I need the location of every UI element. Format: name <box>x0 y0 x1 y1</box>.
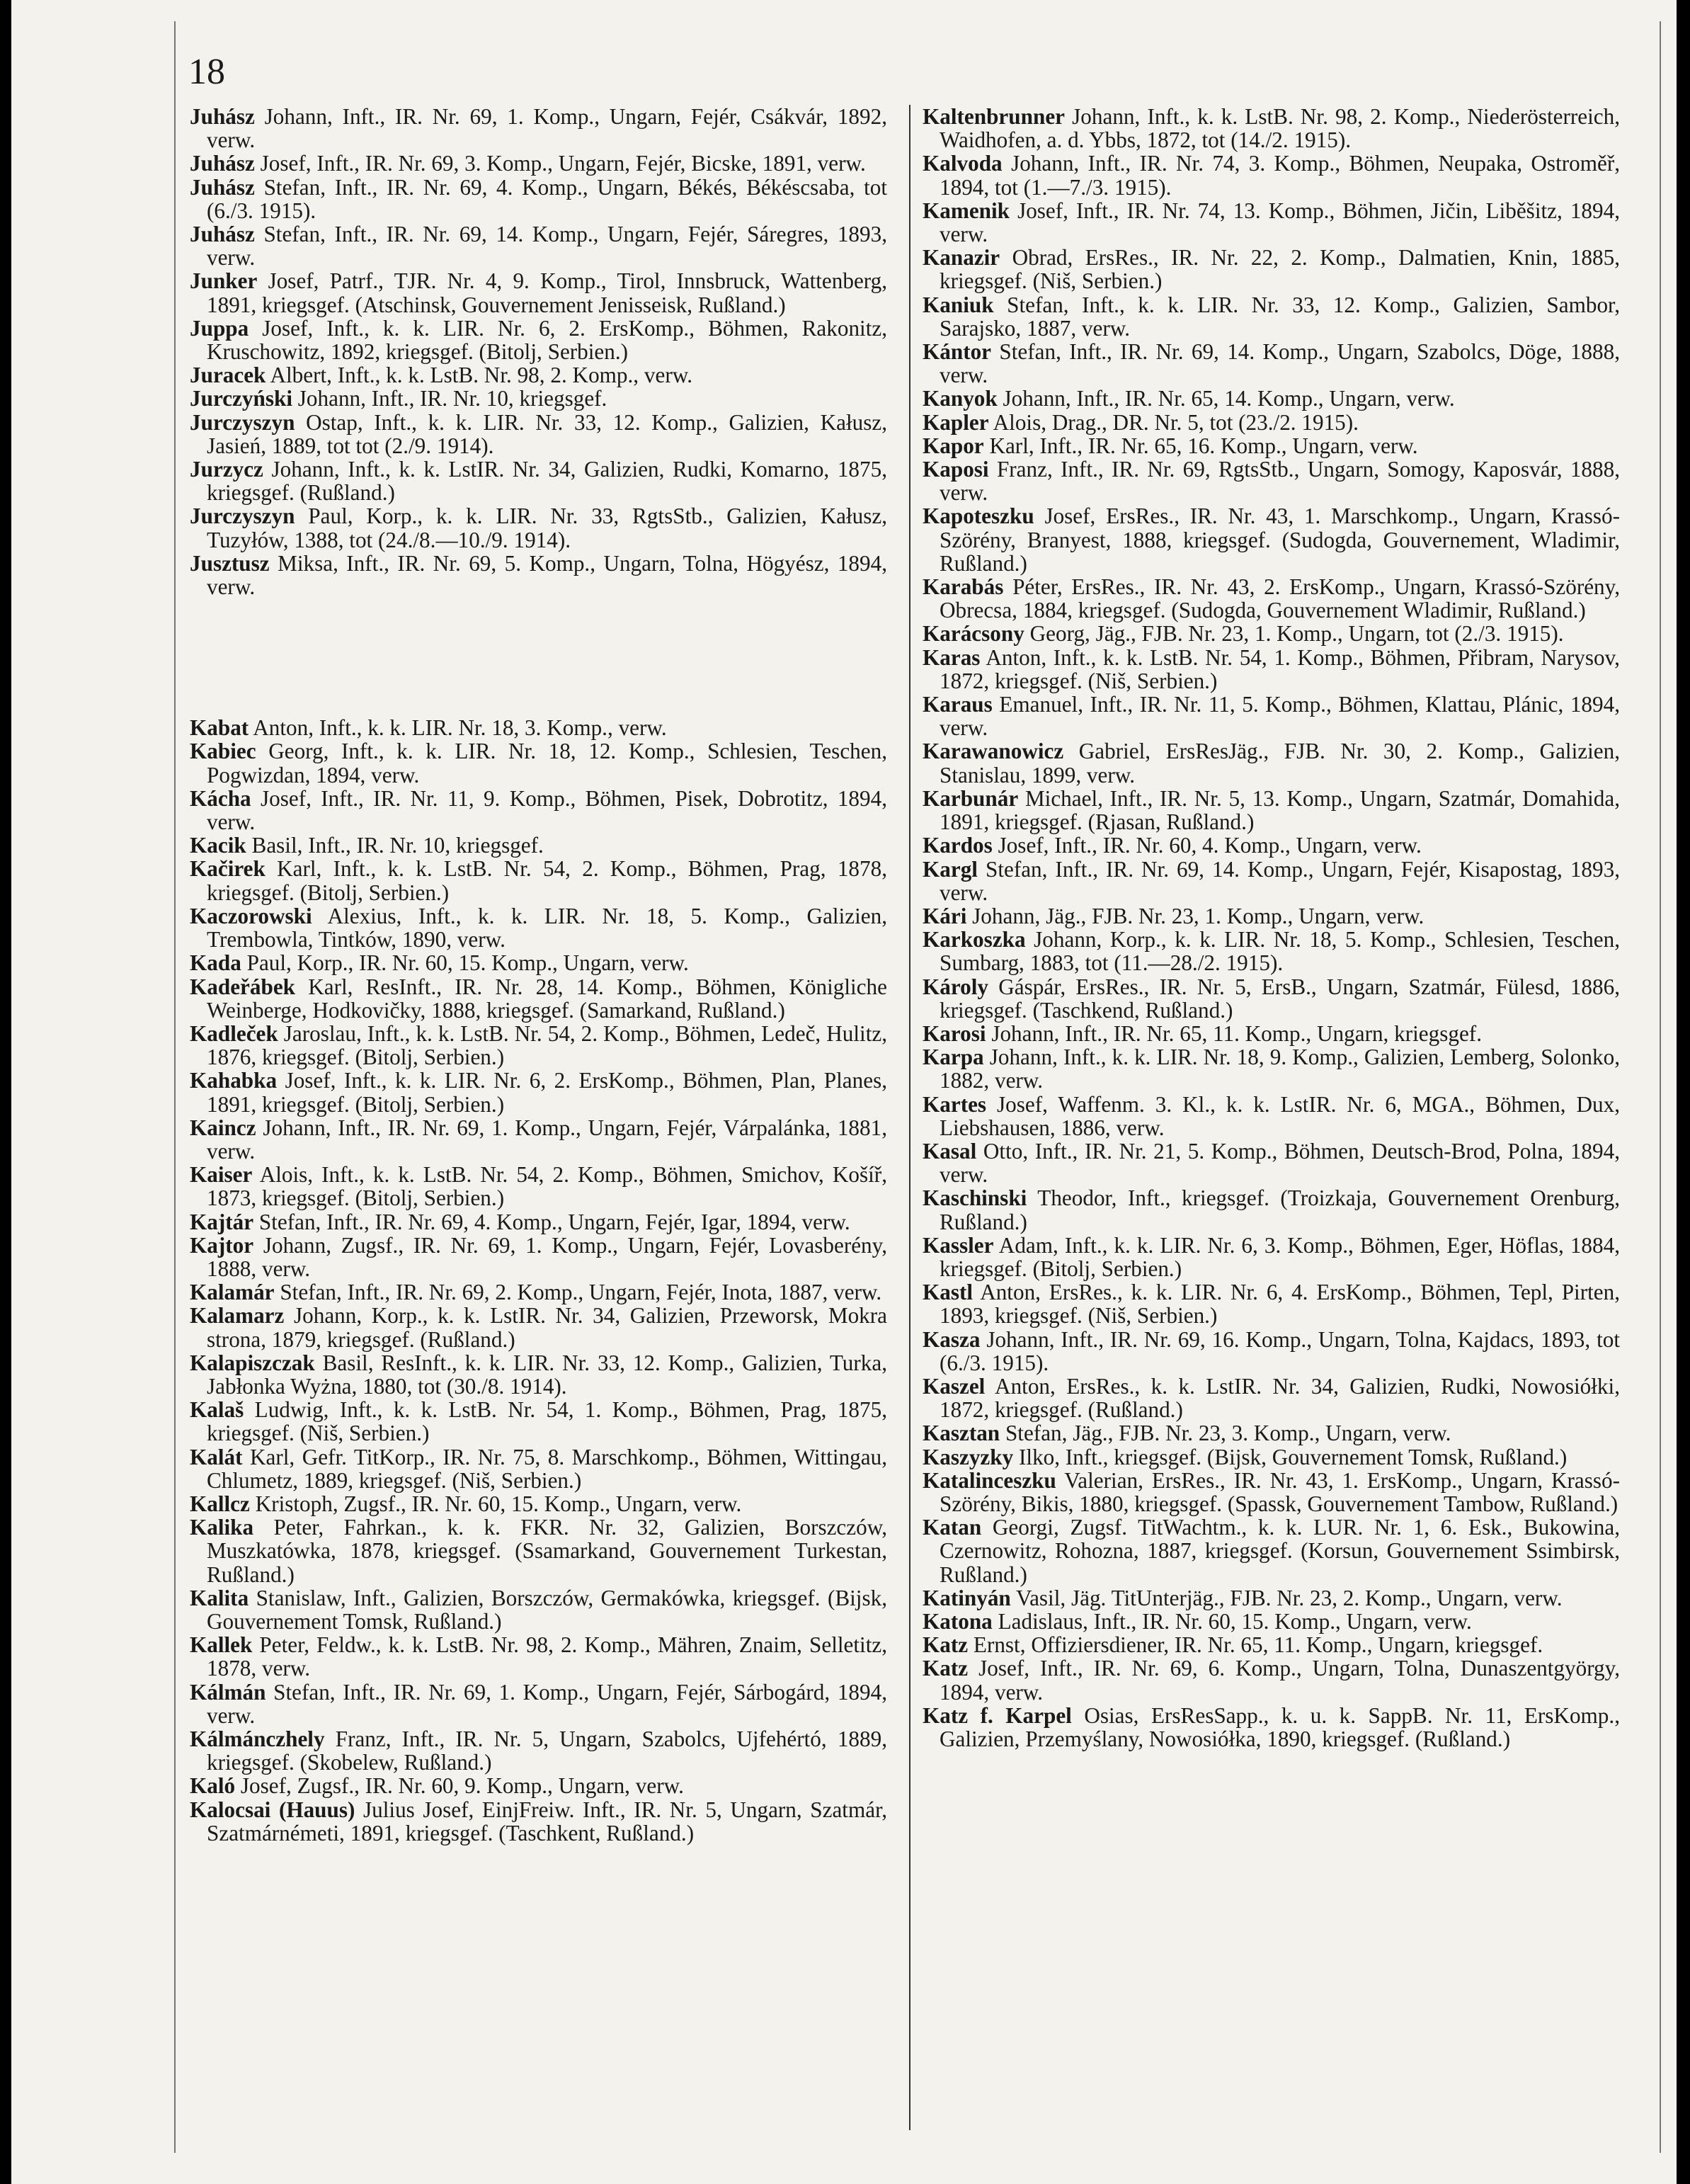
list-entry <box>923 787 1620 834</box>
list-entry <box>923 199 1620 246</box>
list-entry <box>190 222 887 269</box>
list-entry <box>190 269 887 316</box>
entry-details: Emanuel, Inft., IR. Nr. 11, 5. Komp., Böhmen, Klattau, Plánic, 1894, verw. <box>940 692 1621 741</box>
entry-details: Johann, Inft., IR. Nr. 69, 1. Komp., Ungarn, Fejér, Csákvár, 1892, verw. <box>207 104 887 153</box>
entry-details: Michael, Inft., IR. Nr. 5, 13. Komp., Ungarn, Szatmár, Domahida, 1891, kriegsgef. (Rjasan, Rußland.) <box>940 785 1621 835</box>
list-entry <box>923 387 1620 410</box>
entry-surname: Kassler <box>923 1232 994 1258</box>
entry-details: Johann, Inft., IR. Nr. 74, 3. Komp., Böhmen, Neupaka, Ostroměř, 1894, tot (1.—7./3. 1915). <box>940 151 1620 200</box>
entry-surname: Juracek <box>190 363 266 388</box>
list-entry <box>190 105 887 152</box>
entry-details: Josef, Inft., k. k. LIR. Nr. 6, 2. ErsKomp., Böhmen, Rakonitz, Kruschowitz, 1892, kriegsgef. (Bitolj, Serbien.) <box>207 315 888 365</box>
entry-surname: Kardos <box>923 833 993 858</box>
entry-surname: Kalika <box>190 1515 254 1540</box>
entry-details: Franz, Inft., IR. Nr. 69, RgtsStb., Ungarn, Somogy, Kaposvár, 1888, verw. <box>940 457 1621 506</box>
entry-details: Johann, Inft., k. k. LIR. Nr. 18, 9. Komp., Galizien, Lemberg, Solonko, 1882, verw. <box>940 1045 1621 1093</box>
entry-surname: Kalita <box>190 1585 249 1610</box>
entry-details: Josef, Inft., IR. Nr. 11, 9. Komp., Böhmen, Pisek, Dobrotitz, 1894, verw. <box>207 785 887 835</box>
list-entry <box>923 975 1620 1022</box>
list-entry <box>923 1280 1620 1327</box>
entry-surname: Kalocsai (Hauus) <box>190 1797 355 1822</box>
entry-surname: Kajtár <box>190 1209 254 1234</box>
list-entry <box>190 1727 887 1774</box>
list-entry <box>190 552 887 598</box>
list-entry <box>923 105 1620 152</box>
entry-surname: Karosi <box>923 1020 986 1046</box>
entry-surname: Kabiec <box>190 739 256 764</box>
entry-details: Karl, Inft., IR. Nr. 65, 16. Komp., Ungarn, verw. <box>989 433 1418 458</box>
entry-surname: Kapler <box>923 409 989 435</box>
entry-surname: Kaló <box>190 1773 236 1799</box>
entry-surname: Kalvoda <box>923 151 1003 176</box>
left-column <box>190 105 887 1845</box>
entry-surname: Kasal <box>923 1138 977 1164</box>
entry-surname: Kalaš <box>190 1397 244 1423</box>
list-entry <box>923 1375 1620 1421</box>
list-entry <box>923 1186 1620 1233</box>
entry-details: Georgi, Zugsf. TitWachtm., k. k. LUR. Nr. 1, 6. Esk., Bukowina, Czernowitz, Rohozna, 1887, kriegsgef. (Korsun, Gouvernement Ssimbirsk, Rußland.) <box>940 1515 1620 1587</box>
entry-details: Ernst, Offiziersdiener, IR. Nr. 65, 11. Komp., Ungarn, kriegsgef. <box>973 1632 1543 1658</box>
list-entry <box>190 1398 887 1445</box>
entry-surname: Kalamár <box>190 1280 275 1305</box>
list-entry <box>190 1351 887 1398</box>
entry-surname: Kamenik <box>923 198 1010 223</box>
entry-surname: Karaus <box>923 692 993 717</box>
list-entry <box>190 152 887 175</box>
entry-details: Vasil, Jäg. TitUnterjäg., FJB. Nr. 23, 2. Komp., Ungarn, verw. <box>1016 1585 1563 1610</box>
list-entry <box>190 176 887 222</box>
entry-details: Johann, Inft., IR. Nr. 10, kriegsgef. <box>297 386 607 411</box>
entry-details: Ostap, Inft., k. k. LIR. Nr. 33, 12. Komp., Galizien, Kałusz, Jasień, 1889, tot tot (2./9. 1914). <box>207 409 887 458</box>
entry-details: Anton, ErsRes., k. k. LstIR. Nr. 34, Galizien, Rudki, Nowosiółki, 1872, kriegsgef. (Rußland.) <box>940 1373 1620 1423</box>
entry-details: Karl, Inft., k. k. LstB. Nr. 54, 2. Komp., Böhmen, Prag, 1878, kriegsgef. (Bitolj, Serbien.) <box>207 856 887 905</box>
entry-details: Josef, Zugsf., IR. Nr. 60, 9. Komp., Ungarn, verw. <box>240 1773 684 1799</box>
list-entry <box>190 1774 887 1797</box>
entry-surname: Kári <box>923 903 967 928</box>
page-number: 18 <box>188 52 225 92</box>
entry-surname: Kalapiszczak <box>190 1350 315 1375</box>
entry-details: Johann, Korp., k. k. LstIR. Nr. 34, Galizien, Przeworsk, Mokra strona, 1879, kriegsgef. (Rußland.) <box>207 1303 887 1352</box>
list-entry <box>190 739 887 786</box>
entry-details: Ilko, Inft., kriegsgef. (Bijsk, Gouvernement Tomsk, Rußland.) <box>1019 1444 1568 1469</box>
list-entry <box>190 951 887 974</box>
list-entry <box>190 1280 887 1304</box>
list-entry <box>923 1093 1620 1139</box>
entry-surname: Kapoteszku <box>923 504 1034 529</box>
entry-details: Stefan, Inft., IR. Nr. 69, 1. Komp., Ungarn, Fejér, Sárbogárd, 1894, verw. <box>207 1679 888 1728</box>
list-entry <box>190 1022 887 1069</box>
entry-details: Basil, Inft., IR. Nr. 10, kriegsgef. <box>251 833 544 858</box>
entry-details: Paul, Korp., IR. Nr. 60, 15. Komp., Ungarn, verw. <box>246 950 689 976</box>
list-entry <box>190 857 887 904</box>
entry-surname: Kántor <box>923 339 992 365</box>
entry-surname: Katz f. Karpel <box>923 1702 1072 1728</box>
entry-details: Julius Josef, EinjFreiw. Inft., IR. Nr. 5, Ungarn, Szatmár, Szatmárnémeti, 1891, kriegsgef. (Taschkent, Rußland.) <box>207 1797 888 1845</box>
entry-details: Josef, Inft., IR. Nr. 69, 3. Komp., Ungarn, Fejér, Bicske, 1891, verw. <box>260 151 866 176</box>
list-entry <box>923 1610 1620 1633</box>
list-entry <box>923 575 1620 622</box>
section-gap <box>190 598 887 716</box>
list-entry <box>190 716 887 739</box>
entry-surname: Juhász <box>190 104 255 129</box>
entry-surname: Jurczyszyn <box>190 409 295 435</box>
entry-surname: Kartes <box>923 1091 987 1117</box>
list-entry <box>190 1163 887 1210</box>
scanned-page <box>11 0 1677 2184</box>
list-entry <box>923 1633 1620 1656</box>
list-entry <box>923 646 1620 693</box>
entry-details: Josef, Inft., IR. Nr. 60, 4. Komp., Ungarn, verw. <box>998 833 1422 858</box>
entry-details: Stefan, Inft., IR. Nr. 69, 14. Komp., Ungarn, Fejér, Sáregres, 1893, verw. <box>207 222 887 271</box>
list-entry <box>923 904 1620 928</box>
entry-surname: Karawanowicz <box>923 739 1064 764</box>
list-entry <box>190 504 887 551</box>
entry-surname: Kálmán <box>190 1679 266 1705</box>
entry-surname: Kálmánczhely <box>190 1727 325 1751</box>
entry-surname: Kaincz <box>190 1115 256 1140</box>
list-entry <box>923 434 1620 457</box>
list-entry <box>190 411 887 457</box>
entry-surname: Juppa <box>190 315 249 341</box>
list-entry <box>190 1304 887 1350</box>
entry-surname: Jusztusz <box>190 550 270 576</box>
list-entry <box>923 622 1620 645</box>
entry-details: Alois, Inft., k. k. LstB. Nr. 54, 2. Komp., Böhmen, Smichov, Košíř, 1873, kriegsgef. (Bitolj, Serbien.) <box>207 1162 887 1211</box>
entry-surname: Kapor <box>923 433 984 458</box>
entry-surname: Karácsony <box>923 621 1024 647</box>
entry-details: Stefan, Inft., IR. Nr. 69, 2. Komp., Ungarn, Fejér, Inota, 1887, verw. <box>280 1280 882 1305</box>
entry-surname: Kačirek <box>190 856 266 882</box>
entry-details: Franz, Inft., IR. Nr. 5, Ungarn, Szabolcs, Ujfehértó, 1889, kriegsgef. (Skobelew, Rußland.) <box>207 1727 888 1775</box>
entry-details: Josef, Inft., IR. Nr. 74, 13. Komp., Böhmen, Jičin, Liběšitz, 1894, verw. <box>940 198 1620 247</box>
entry-details: Josef, Inft., IR. Nr. 69, 6. Komp., Ungarn, Tolna, Dunaszentgyörgy, 1894, verw. <box>940 1656 1620 1705</box>
entry-surname: Katona <box>923 1609 993 1634</box>
entry-details: Theodor, Inft., kriegsgef. (Troizkaja, Gouvernement Orenburg, Rußland.) <box>940 1185 1620 1234</box>
entry-details: Peter, Fahrkan., k. k. FKR. Nr. 32, Galizien, Borszczów, Muszkatówka, 1878, kriegsgef. (Ssamarkand, Gouvernement Turkestan, Rußland.) <box>207 1515 888 1587</box>
entry-details: Basil, ResInft., k. k. LIR. Nr. 33, 12. Komp., Galizien, Turka, Jabłonka Wyżna, 1880, tot (30./8. 1914). <box>207 1350 887 1399</box>
entry-details: Péter, ErsRes., IR. Nr. 43, 2. ErsKomp., Ungarn, Krassó-Szörény, Obrecsa, 1884, kriegsgef. (Sudogda, Gouvernement Wladimir, Rußland.) <box>940 574 1621 623</box>
entry-surname: Kasza <box>923 1326 981 1352</box>
entry-details: Johann, Korp., k. k. LIR. Nr. 18, 5. Komp., Schlesien, Teschen, Sumbarg, 1883, tot (11.—28./2. 1915). <box>940 927 1621 976</box>
list-entry <box>923 1139 1620 1186</box>
list-entry <box>190 975 887 1022</box>
list-entry <box>190 1116 887 1163</box>
entry-surname: Kabat <box>190 715 249 741</box>
entry-details: Osias, ErsResSapp., k. u. k. SappB. Nr. 11, ErsKomp., Galizien, Przemyślany, Nowosiółka, 1890, kriegsgef. (Rußland.) <box>940 1702 1620 1752</box>
list-entry <box>923 1656 1620 1703</box>
entry-surname: Kácha <box>190 785 251 811</box>
entry-details: Ladislaus, Inft., IR. Nr. 60, 15. Komp., Ungarn, verw. <box>998 1609 1472 1634</box>
entry-details: Gabriel, ErsResJäg., FJB. Nr. 30, 2. Komp., Galizien, Stanislau, 1899, verw. <box>940 739 1620 787</box>
list-entry <box>923 457 1620 504</box>
list-entry <box>190 1445 887 1492</box>
entry-details: Stefan, Inft., IR. Nr. 69, 4. Komp., Ungarn, Békés, Békéscsaba, tot (6./3. 1915). <box>207 174 888 223</box>
entry-surname: Kaschinski <box>923 1185 1027 1211</box>
entry-details: Alois, Drag., DR. Nr. 5, tot (23./2. 1915). <box>993 409 1359 435</box>
entry-surname: Kacik <box>190 833 246 858</box>
list-entry <box>190 1515 887 1586</box>
entry-details: Valerian, ErsRes., IR. Nr. 43, 1. ErsKomp., Ungarn, Krassó-Szörény, Bikis, 1880, kriegsgef. (Spassk, Gouvernement Tambow, Rußland.) <box>940 1467 1620 1516</box>
list-entry <box>190 387 887 410</box>
entry-details: Anton, ErsRes., k. k. LIR. Nr. 6, 4. ErsKomp., Böhmen, Tepl, Pirten, 1893, kriegsgef. (Niš, Serbien.) <box>940 1280 1620 1329</box>
entry-surname: Kaniuk <box>923 292 994 317</box>
list-entry <box>190 1069 887 1115</box>
entry-details: Stefan, Inft., IR. Nr. 69, 14. Komp., Ungarn, Fejér, Kisapostag, 1893, verw. <box>940 856 1620 905</box>
list-entry <box>190 1633 887 1680</box>
list-entry <box>923 739 1620 786</box>
list-entry <box>190 1234 887 1280</box>
list-entry <box>190 317 887 363</box>
entry-surname: Kastl <box>923 1280 974 1305</box>
entry-details: Gáspár, ErsRes., IR. Nr. 5, ErsB., Ungarn, Szatmár, Fülesd, 1886, kriegsgef. (Taschkend, Rußland.) <box>940 974 1620 1023</box>
entry-surname: Kaiser <box>190 1162 253 1188</box>
list-entry <box>190 1798 887 1845</box>
list-entry <box>923 834 1620 857</box>
entry-details: Johann, Inft., IR. Nr. 65, 14. Komp., Ungarn, verw. <box>1003 386 1455 411</box>
list-entry <box>923 152 1620 198</box>
entry-surname: Katz <box>923 1632 969 1658</box>
entry-surname: Kadeřábek <box>190 974 296 999</box>
entry-surname: Juhász <box>190 151 255 176</box>
list-entry <box>923 1328 1620 1375</box>
entry-surname: Karpa <box>923 1045 984 1070</box>
entry-details: Adam, Inft., k. k. LIR. Nr. 6, 3. Komp., Böhmen, Eger, Höflas, 1884, kriegsgef. (Bitolj, Serbien.) <box>940 1232 1620 1281</box>
entry-details: Albert, Inft., k. k. LstB. Nr. 98, 2. Komp., verw. <box>270 363 693 388</box>
entry-surname: Jurczyński <box>190 386 292 411</box>
entry-details: Stefan, Inft., IR. Nr. 69, 14. Komp., Ungarn, Szabolcs, Döge, 1888, verw. <box>940 339 1621 388</box>
entry-details: Johann, Inft., IR. Nr. 69, 16. Komp., Ungarn, Tolna, Kajdacs, 1893, tot (6./3. 1915). <box>940 1326 1620 1375</box>
entry-surname: Kalamarz <box>190 1303 285 1329</box>
entry-details: Stanislaw, Inft., Galizien, Borszczów, Germakówka, kriegsgef. (Bijsk, Gouvernement Tomsk, Rußland.) <box>207 1585 887 1634</box>
entry-surname: Kaposi <box>923 457 989 482</box>
entry-details: Johann, Inft., k. k. LstB. Nr. 98, 2. Komp., Niederösterreich, Waidhofen, a. d. Ybbs, 1872, tot (14./2. 1915). <box>940 104 1621 153</box>
entry-surname: Juhász <box>190 222 255 247</box>
entry-surname: Junker <box>190 268 258 294</box>
entry-details: Johann, Inft., IR. Nr. 69, 1. Komp., Ungarn, Fejér, Várpalánka, 1881, verw. <box>207 1115 887 1164</box>
entry-surname: Kadleček <box>190 1020 278 1046</box>
entry-surname: Kahabka <box>190 1068 278 1093</box>
list-entry <box>923 1234 1620 1280</box>
entry-details: Paul, Korp., k. k. LIR. Nr. 33, RgtsStb., Galizien, Kałusz, Tuzyłów, 1388, tot (24./8.—10./9. 1914). <box>207 504 888 552</box>
list-entry <box>923 293 1620 340</box>
entry-details: Miksa, Inft., IR. Nr. 69, 5. Komp., Ungarn, Tolna, Högyész, 1894, verw. <box>207 550 888 600</box>
list-entry <box>190 457 887 504</box>
page-edge-right <box>1660 21 1661 2153</box>
entry-details: Johann, Inft., k. k. LstIR. Nr. 34, Galizien, Rudki, Komarno, 1875, kriegsgef. (Rußland.) <box>207 457 887 506</box>
list-entry <box>923 1515 1620 1586</box>
entry-surname: Kallcz <box>190 1491 250 1516</box>
entry-details: Georg, Inft., k. k. LIR. Nr. 18, 12. Komp., Schlesien, Teschen, Pogwizdan, 1894, verw. <box>207 739 887 787</box>
list-entry <box>923 411 1620 434</box>
entry-surname: Kaczorowski <box>190 903 312 928</box>
entry-surname: Kanyok <box>923 386 998 411</box>
entry-surname: Karbunár <box>923 785 1019 811</box>
list-entry <box>190 1210 887 1234</box>
entry-details: Johann, Zugsf., IR. Nr. 69, 1. Komp., Ungarn, Fejér, Lovasberény, 1888, verw. <box>207 1232 887 1281</box>
column-divider <box>909 105 910 2130</box>
list-entry <box>923 1022 1620 1045</box>
entry-surname: Katan <box>923 1515 982 1540</box>
entry-details: Karl, ResInft., IR. Nr. 28, 14. Komp., Böhmen, Königliche Weinberge, Hodkovičky, 1888, kriegsgef. (Samarkand, Rußland.) <box>207 974 887 1023</box>
entry-surname: Kajtor <box>190 1232 254 1258</box>
entry-surname: Karkoszka <box>923 927 1026 952</box>
right-column <box>923 105 1620 1751</box>
entry-details: Anton, Inft., k. k. LIR. Nr. 18, 3. Komp., verw. <box>253 715 667 741</box>
entry-surname: Kasztan <box>923 1421 1000 1446</box>
entry-surname: Jurzycz <box>190 457 263 482</box>
entry-details: Johann, Inft., IR. Nr. 65, 11. Komp., Ungarn, kriegsgef. <box>991 1020 1482 1046</box>
entry-surname: Kallek <box>190 1632 253 1658</box>
entry-surname: Karabás <box>923 574 1004 600</box>
entry-surname: Kanazir <box>923 245 1000 271</box>
entry-details: Obrad, ErsRes., IR. Nr. 22, 2. Komp., Dalmatien, Knin, 1885, kriegsgef. (Niš, Serbien.) <box>940 245 1620 294</box>
list-entry <box>190 904 887 951</box>
list-entry <box>190 363 887 387</box>
list-entry <box>190 787 887 834</box>
entry-details: Josef, Waffenm. 3. Kl., k. k. LstIR. Nr. 6, MGA., Böhmen, Dux, Liebshausen, 1886, verw. <box>940 1091 1620 1140</box>
entry-surname: Kalát <box>190 1444 243 1469</box>
list-entry <box>923 928 1620 974</box>
list-entry <box>190 1586 887 1633</box>
entry-surname: Katz <box>923 1656 969 1681</box>
list-entry <box>923 340 1620 387</box>
entry-details: Josef, Patrf., TJR. Nr. 4, 9. Komp., Tirol, Innsbruck, Wattenberg, 1891, kriegsgef. (Atschinsk, Gouvernement Jenisseisk, Rußland.) <box>207 268 888 317</box>
list-entry <box>923 1704 1620 1751</box>
list-entry <box>190 1492 887 1515</box>
entry-details: Josef, Inft., k. k. LIR. Nr. 6, 2. ErsKomp., Böhmen, Plan, Planes, 1891, kriegsgef. (Bitolj, Serbien.) <box>207 1068 887 1117</box>
entry-surname: Károly <box>923 974 988 999</box>
entry-surname: Karas <box>923 644 981 670</box>
entry-details: Josef, ErsRes., IR. Nr. 43, 1. Marschkomp., Ungarn, Krassó-Szörény, Branyest, 1888, kriegsgef. (Sudogda, Gouvernement, Wladimir, Rußland.) <box>940 504 1620 576</box>
entry-surname: Katinyán <box>923 1585 1011 1610</box>
list-entry <box>923 1586 1620 1610</box>
list-entry <box>923 1421 1620 1445</box>
list-entry <box>190 1680 887 1727</box>
page-edge-left <box>174 21 176 2153</box>
entry-surname: Kaszyzky <box>923 1444 1014 1469</box>
list-entry <box>923 1045 1620 1092</box>
list-entry <box>923 1469 1620 1515</box>
entry-details: Otto, Inft., IR. Nr. 21, 5. Komp., Böhmen, Deutsch-Brod, Polna, 1894, verw. <box>940 1138 1620 1188</box>
list-entry <box>923 858 1620 904</box>
entry-details: Kristoph, Zugsf., IR. Nr. 60, 15. Komp., Ungarn, verw. <box>255 1491 742 1516</box>
list-entry <box>923 504 1620 575</box>
entry-surname: Kaltenbrunner <box>923 104 1065 129</box>
entry-details: Peter, Feldw., k. k. LstB. Nr. 98, 2. Komp., Mähren, Znaim, Selletitz, 1878, verw. <box>207 1632 887 1681</box>
list-entry <box>923 246 1620 292</box>
entry-surname: Kargl <box>923 856 978 882</box>
entry-details: Anton, Inft., k. k. LstB. Nr. 54, 1. Komp., Böhmen, Přibram, Narysov, 1872, kriegsgef. (Niš, Serbien.) <box>940 644 1620 693</box>
entry-details: Stefan, Jäg., FJB. Nr. 23, 3. Komp., Ungarn, verw. <box>1005 1421 1451 1446</box>
list-entry <box>923 1445 1620 1469</box>
entry-surname: Kaszel <box>923 1373 986 1399</box>
entry-details: Georg, Jäg., FJB. Nr. 23, 1. Komp., Ungarn, tot (2./3. 1915). <box>1029 621 1564 647</box>
entry-surname: Juhász <box>190 174 255 200</box>
entry-details: Johann, Jäg., FJB. Nr. 23, 1. Komp., Ungarn, verw. <box>972 903 1424 928</box>
entry-details: Ludwig, Inft., k. k. LstB. Nr. 54, 1. Komp., Böhmen, Prag, 1875, kriegsgef. (Niš, Serbien.) <box>207 1397 888 1446</box>
list-entry <box>923 693 1620 739</box>
list-entry <box>190 834 887 857</box>
entry-details: Alexius, Inft., k. k. LIR. Nr. 18, 5. Komp., Galizien, Trembowla, Tintków, 1890, verw. <box>207 903 887 952</box>
entry-details: Karl, Gefr. TitKorp., IR. Nr. 75, 8. Marschkomp., Böhmen, Wittingau, Chlumetz, 1889, kriegsgef. (Niš, Serbien.) <box>207 1444 887 1493</box>
entry-surname: Jurczyszyn <box>190 504 295 529</box>
entry-details: Jaroslau, Inft., k. k. LstB. Nr. 54, 2. Komp., Böhmen, Ledeč, Hulitz, 1876, kriegsgef. (Bitolj, Serbien.) <box>207 1020 887 1070</box>
entry-details: Stefan, Inft., IR. Nr. 69, 4. Komp., Ungarn, Fejér, Igar, 1894, verw. <box>258 1209 850 1234</box>
entry-surname: Katalinceszku <box>923 1467 1056 1493</box>
entry-details: Stefan, Inft., k. k. LIR. Nr. 33, 12. Komp., Galizien, Sambor, Sarajsko, 1887, verw. <box>940 292 1620 341</box>
entry-surname: Kada <box>190 950 241 976</box>
